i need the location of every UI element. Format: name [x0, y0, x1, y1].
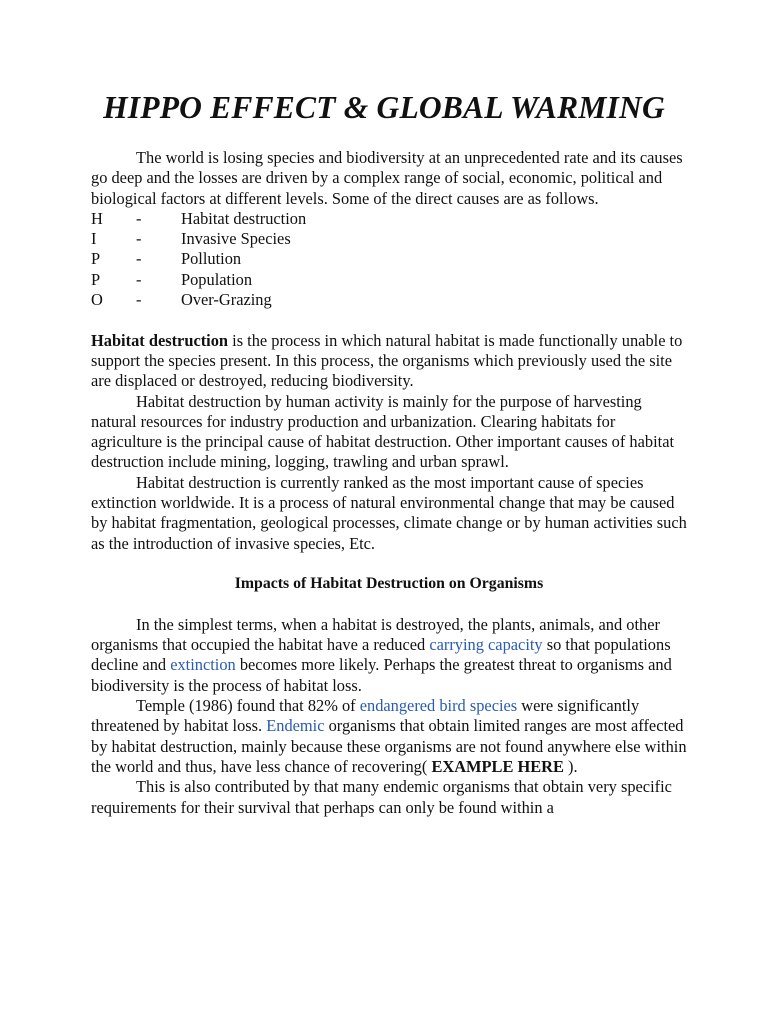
- hippo-letter: H: [91, 208, 103, 228]
- hippo-letter: P: [91, 269, 101, 289]
- intro-paragraph: The world is losing species and biodiversity at an unprecedented rate and its causes go deep and the losses are driven by a complex range of social, economic, political and biological factors at different levels. Some of the direct causes are as follows.: [91, 148, 683, 208]
- impacts-paragraph-1: [91, 615, 687, 696]
- extinction-link[interactable]: extinction: [170, 655, 236, 675]
- hippo-term: Over-Grazing: [181, 290, 272, 310]
- hippo-term: Habitat destruction: [181, 208, 307, 228]
- impacts-paragraph-3: This is also contributed by that many endemic organisms that obtain very specific requirements for their survival that perhaps can only be found within a: [91, 777, 672, 817]
- hippo-term: Pollution: [181, 249, 242, 269]
- endangered-bird-species-link[interactable]: endangered bird species: [359, 696, 518, 716]
- paragraph-text: becomes more likely. Perhaps the greatest threat to organisms and biodiversity is the process of habitat loss.: [91, 655, 672, 695]
- hippo-dash: -: [136, 290, 142, 310]
- hippo-list-item: [91, 270, 687, 290]
- hippo-letter: I: [91, 229, 97, 249]
- bold-term: Habitat destruction: [91, 330, 229, 350]
- spacer: [91, 554, 687, 574]
- impacts-paragraph-2: [91, 696, 687, 777]
- habitat-ranking-paragraph: Habitat destruction is currently ranked as the most important cause of species extinction worldwide. It is a process of natural environmental change that may be caused by habitat fragmentation, geological processes, climate change or by human activities such as the introduction of invasive species, Etc.: [91, 472, 687, 553]
- spacer: [91, 595, 687, 615]
- spacer: [91, 310, 687, 330]
- document-body: [91, 148, 687, 818]
- paragraph-text: so that populations decline and: [91, 635, 671, 675]
- carrying-capacity-link[interactable]: carrying capacity: [429, 635, 543, 655]
- hippo-dash: -: [136, 269, 142, 289]
- section-heading: Impacts of Habitat Destruction on Organisms: [234, 575, 544, 593]
- paragraph-text: Temple (1986) found that 82% of: [136, 696, 360, 716]
- paragraph-text: organisms that obtain limited ranges are most affected by habitat destruction, mainly because these organisms are not found anywhere else within the world and thus, have less chance of recovering(: [91, 716, 687, 776]
- hippo-list-item: [91, 249, 687, 269]
- example-placeholder: EXAMPLE HERE: [431, 756, 564, 776]
- hippo-list-item: [91, 229, 687, 249]
- paragraph-text: is the process in which natural habitat is made functionally unable to support the species present. In this process, the organisms which previously used the site are displaced or destroyed, reducing biodiversity.: [91, 330, 683, 391]
- habitat-human-activity-paragraph: Habitat destruction by human activity is mainly for the purpose of harvesting natural resources for industry production and urbanization. Clearing habitats for agriculture is the principal cause of habitat destruction. Other important causes of habitat destruction include mining, logging, trawling and urban sprawl.: [91, 391, 675, 472]
- hippo-letter: P: [91, 249, 101, 269]
- hippo-dash: -: [136, 208, 142, 228]
- hippo-dash: -: [136, 249, 142, 269]
- hippo-dash: -: [136, 229, 142, 249]
- document-title: HIPPO EFFECT & GLOBAL WARMING: [103, 90, 665, 125]
- paragraph-text: were significantly threatened by habitat loss.: [91, 696, 640, 736]
- hippo-term: Population: [181, 269, 253, 289]
- endemic-link[interactable]: Endemic: [266, 716, 325, 736]
- paragraph-text: ).: [563, 756, 578, 776]
- hippo-term: Invasive Species: [181, 229, 291, 249]
- hippo-list-item: [91, 290, 687, 310]
- hippo-letter: O: [91, 290, 103, 310]
- hippo-list-item: [91, 209, 687, 229]
- paragraph-text: In the simplest terms, when a habitat is destroyed, the plants, animals, and other organisms that occupied the habitat have a reduced: [91, 614, 660, 655]
- hippo-list: [91, 209, 687, 310]
- habitat-destruction-paragraph: [91, 331, 687, 392]
